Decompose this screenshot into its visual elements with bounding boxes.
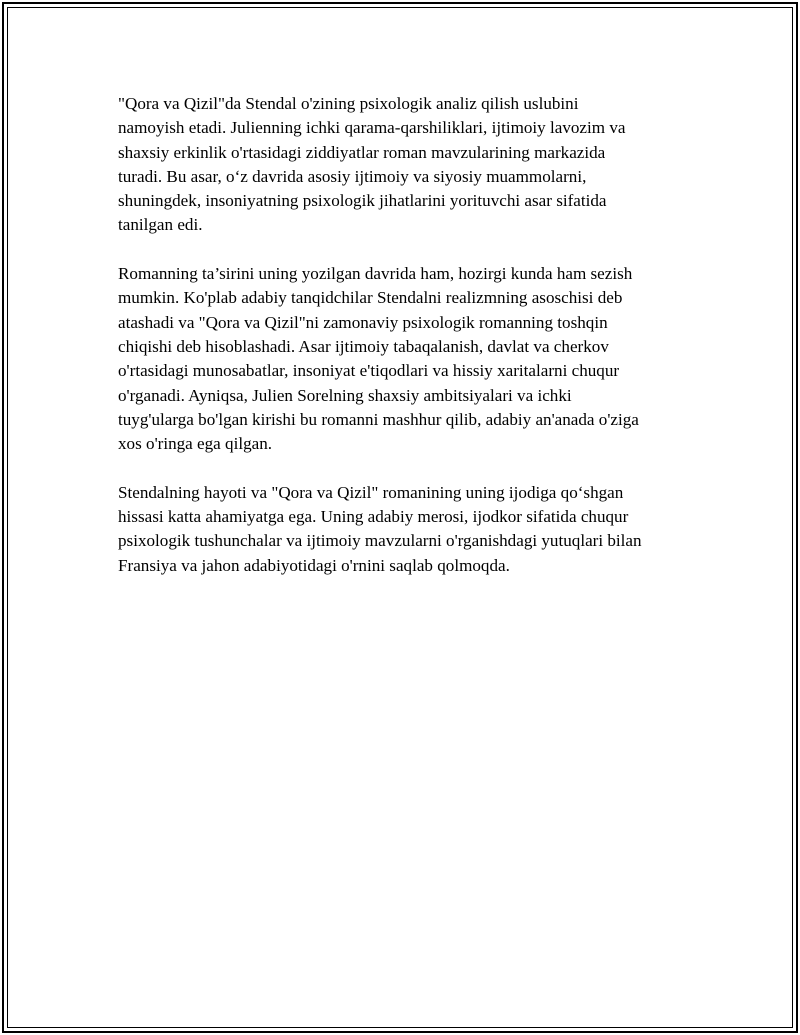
text-line: "Qora va Qizil"da Stendal o'zining psixologik analiz qilish uslubini [118, 94, 579, 113]
document-body [118, 92, 698, 602]
text-line: Stendalning hayoti va "Qora va Qizil" romanining uning ijodiga qo‘shgan [118, 482, 624, 502]
paragraph-2 [118, 262, 698, 456]
text-line: o'rganadi. Ayniqsa, Julien Sorelning shaxsiy ambitsiyalari va ichki [118, 385, 572, 405]
text-line: tanilgan edi. [118, 215, 203, 235]
text-line: shaxsiy erkinlik o'rtasidagi ziddiyatlar roman mavzularining markazida [118, 142, 606, 162]
text-line: xos o'ringa ega qilgan. [118, 434, 273, 454]
text-line: tuyg'ularga bo'lgan kirishi bu romanni mashhur qilib, adabiy an'anada o'ziga [118, 409, 639, 429]
text-line: psixologik tushunchalar va ijtimoiy mavzularni o'rganishdagi yutuqlari bilan [118, 531, 642, 551]
paragraph-1 [118, 92, 698, 238]
paragraph-3 [118, 481, 698, 578]
text-line: Fransiya va jahon adabiyotidagi o'rnini saqlab qolmoqda. [118, 555, 510, 575]
text-line: atashadi va "Qora va Qizil"ni zamonaviy psixologik romanning toshqin [118, 312, 608, 332]
text-line: chiqishi deb hisoblashadi. Asar ijtimoiy tabaqalanish, davlat va cherkov [118, 336, 609, 356]
text-line: o'rtasidagi munosabatlar, insoniyat e'tiqodlari va hissiy xaritalarni chuqur [118, 361, 620, 381]
text-line: namoyish etadi. Julienning ichki qarama-qarshiliklari, ijtimoiy lavozim va [118, 118, 626, 138]
text-line: shuningdek, insoniyatning psixologik jihatlarini yorituvchi asar sifatida [118, 191, 607, 211]
text-line: hissasi katta ahamiyatga ega. Uning adabiy merosi, ijodkor sifatida chuqur [118, 507, 629, 527]
text-line: turadi. Bu asar, o‘z davrida asosiy ijtimoiy va siyosiy muammolarni, [118, 166, 587, 186]
text-line: Romanning ta’sirini uning yozilgan davrida ham, hozirgi kunda ham sezish [118, 264, 633, 284]
text-line: mumkin. Ko'plab adabiy tanqidchilar Stendalni realizmning asoschisi deb [118, 288, 623, 308]
